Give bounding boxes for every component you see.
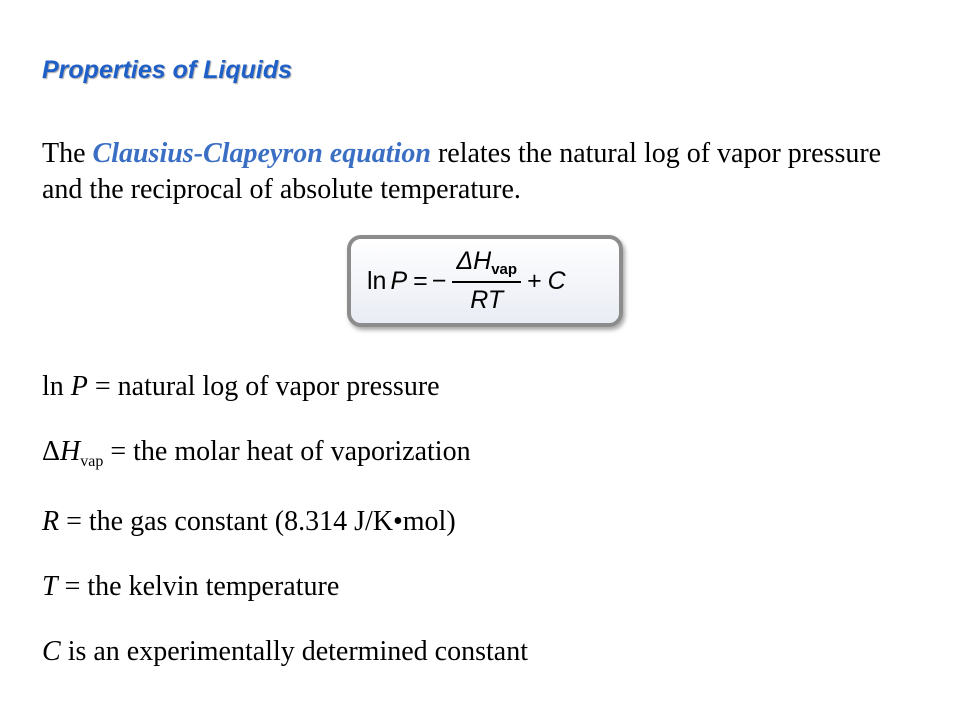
intro-paragraph	[42, 136, 922, 208]
eq-equals: =	[413, 266, 428, 295]
definition-ln-p	[42, 370, 440, 404]
eq-p: P	[390, 266, 408, 295]
def-text: is an experimentally determined constant	[60, 636, 528, 667]
def-text: = the kelvin temperature	[57, 571, 340, 602]
eq-ln: ln	[367, 266, 387, 295]
eq-fraction	[452, 247, 521, 315]
intro-text-after: relates the natural log of vapor pressure and the reciprocal of absolute temperature.	[42, 138, 882, 205]
definition-c	[42, 635, 528, 669]
definition-r	[42, 505, 456, 539]
eq-numerator	[452, 247, 521, 283]
eq-delta-h: ΔH	[456, 247, 492, 275]
equation-box	[347, 235, 623, 327]
def-prefix: Δ	[42, 436, 61, 467]
def-symbol: R	[42, 506, 60, 537]
def-prefix: ln	[42, 371, 71, 402]
equation-term: Clausius-Clapeyron equation	[92, 138, 431, 169]
def-text: = the molar heat of vaporization	[103, 436, 471, 467]
eq-denominator: RT	[470, 286, 504, 314]
def-symbol: P	[70, 371, 88, 402]
definition-delta-h-vap	[42, 435, 471, 479]
clausius-clapeyron-equation	[367, 249, 566, 313]
slide-title: Properties of Liquids	[42, 56, 293, 84]
def-symbol: H	[60, 436, 81, 467]
def-subscript: vap	[80, 453, 104, 470]
eq-plus: +	[527, 266, 542, 295]
intro-text-before: The	[42, 138, 93, 169]
def-symbol: C	[42, 636, 61, 667]
definition-t	[42, 570, 339, 604]
def-text: = natural log of vapor pressure	[87, 371, 440, 402]
eq-minus: −	[431, 266, 447, 295]
def-text: = the gas constant (8.314 J/K•mol)	[59, 506, 456, 537]
eq-vap-subscript: vap	[491, 261, 518, 278]
eq-constant: C	[547, 266, 566, 295]
def-symbol: T	[42, 571, 58, 602]
